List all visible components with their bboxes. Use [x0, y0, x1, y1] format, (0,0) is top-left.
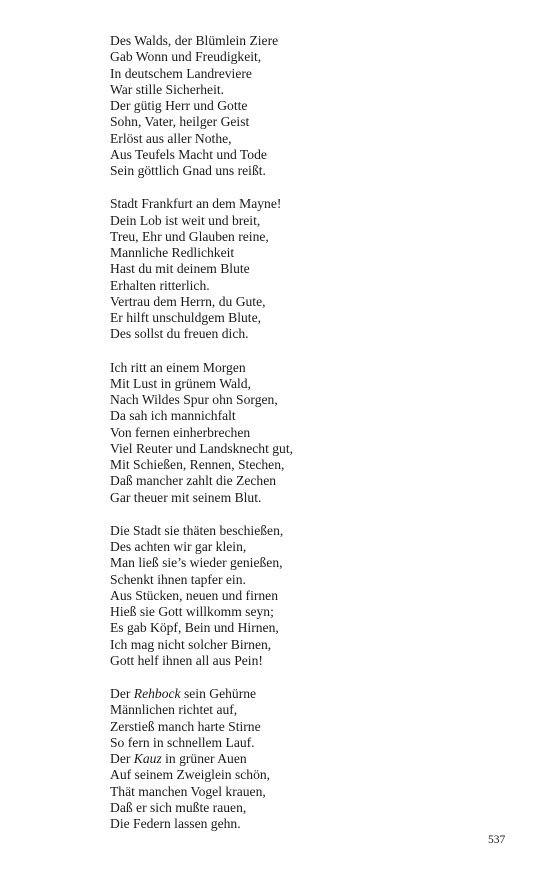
stanza: [110, 523, 510, 669]
verse-line: Des achten wir gar klein,: [110, 539, 247, 554]
verse-line: Sohn, Vater, heilger Geist: [110, 114, 250, 130]
verse-line: Zerstieß manch harte Stirne: [110, 718, 261, 734]
stanza: [110, 360, 510, 506]
verse-line: Vertrau dem Herrn, du Gute,: [110, 293, 266, 309]
verse-line: Viel Reuter und Landsknecht gut,: [110, 440, 294, 456]
verse-line: Erlöst aus aller Nothe,: [110, 130, 232, 146]
verse-line: Männlichen richtet auf,: [110, 702, 238, 718]
verse-line: [110, 751, 510, 767]
stanza: [110, 686, 510, 832]
verse-line: War stille Sicherheit.: [110, 81, 225, 97]
stanza: [110, 196, 510, 342]
verse-line: Sein göttlich Gnad uns reißt.: [110, 163, 266, 178]
italic-word: Kauz: [133, 751, 162, 766]
verse-line: In deutschem Landreviere: [110, 65, 252, 81]
verse-line: Gab Wonn und Freudigkeit,: [110, 49, 262, 65]
verse-line: Stadt Frankfurt an dem Mayne!: [110, 196, 282, 212]
verse-line: Die Federn lassen gehn.: [110, 816, 241, 831]
verse-line: Daß er sich mußte rauen,: [110, 799, 247, 815]
verse-line: Auf seinem Zweiglein schön,: [110, 767, 271, 783]
verse-line: Mannliche Redlichkeit: [110, 245, 235, 260]
verse-line: Gott helf ihnen all aus Pein!: [110, 652, 263, 668]
verse-line: Thät manchen Vogel krauen,: [110, 783, 266, 799]
verse-line: Nach Wildes Spur ohn Sorgen,: [110, 392, 278, 407]
verse-line: Es gab Köpf, Bein und Hirnen,: [110, 620, 279, 636]
verse-text: Der: [110, 686, 134, 701]
verse-line: Der gütig Herr und Gotte: [110, 98, 248, 113]
verse-line: Aus Teufels Macht und Tode: [110, 146, 267, 162]
verse-line: Man ließ sie’s wieder genießen,: [110, 555, 283, 571]
verse-line: [110, 686, 510, 702]
verse-line: Die Stadt sie thäten beschießen,: [110, 522, 284, 538]
verse-line: Des Walds, der Blümlein Ziere: [110, 33, 279, 48]
verse-text: in grüner Auen: [161, 751, 247, 766]
italic-word: Rehbock: [133, 686, 181, 701]
verse-text: Der: [110, 751, 134, 766]
verse-line: So fern in schnellem Lauf.: [110, 734, 255, 750]
verse-line: Von fernen einherbrechen: [110, 424, 251, 440]
verse-line: Da sah ich mannichfalt: [110, 408, 236, 424]
verse-line: Aus Stücken, neuen und firnen: [110, 587, 278, 603]
verse-line: Erhalten ritterlich.: [110, 277, 210, 293]
stanza: [110, 33, 510, 179]
verse-line: Treu, Ehr und Glauben reine,: [110, 228, 269, 244]
verse-line: Ich ritt an einem Morgen: [110, 359, 246, 375]
verse-line: Daß mancher zahlt die Zechen: [110, 473, 277, 489]
verse-line: Hieß sie Gott willkomm seyn;: [110, 604, 274, 619]
verse-line: Mit Schießen, Rennen, Stechen,: [110, 457, 285, 472]
page-number: 537: [488, 834, 506, 846]
verse-line: Hast du mit deinem Blute: [110, 261, 250, 277]
verse-line: Dein Lob ist weit und breit,: [110, 212, 261, 228]
verse-line: Mit Lust in grünem Wald,: [110, 375, 252, 391]
verse-text: sein Gehürne: [180, 686, 257, 701]
poem-text: [110, 33, 510, 849]
verse-line: Des sollst du freuen dich.: [110, 326, 249, 342]
verse-line: Schenkt ihnen tapfer ein.: [110, 571, 246, 587]
verse-line: Ich mag nicht solcher Birnen,: [110, 636, 272, 652]
verse-line: Er hilft unschuldgem Blute,: [110, 310, 262, 325]
verse-line: Gar theuer mit seinem Blut.: [110, 489, 262, 505]
